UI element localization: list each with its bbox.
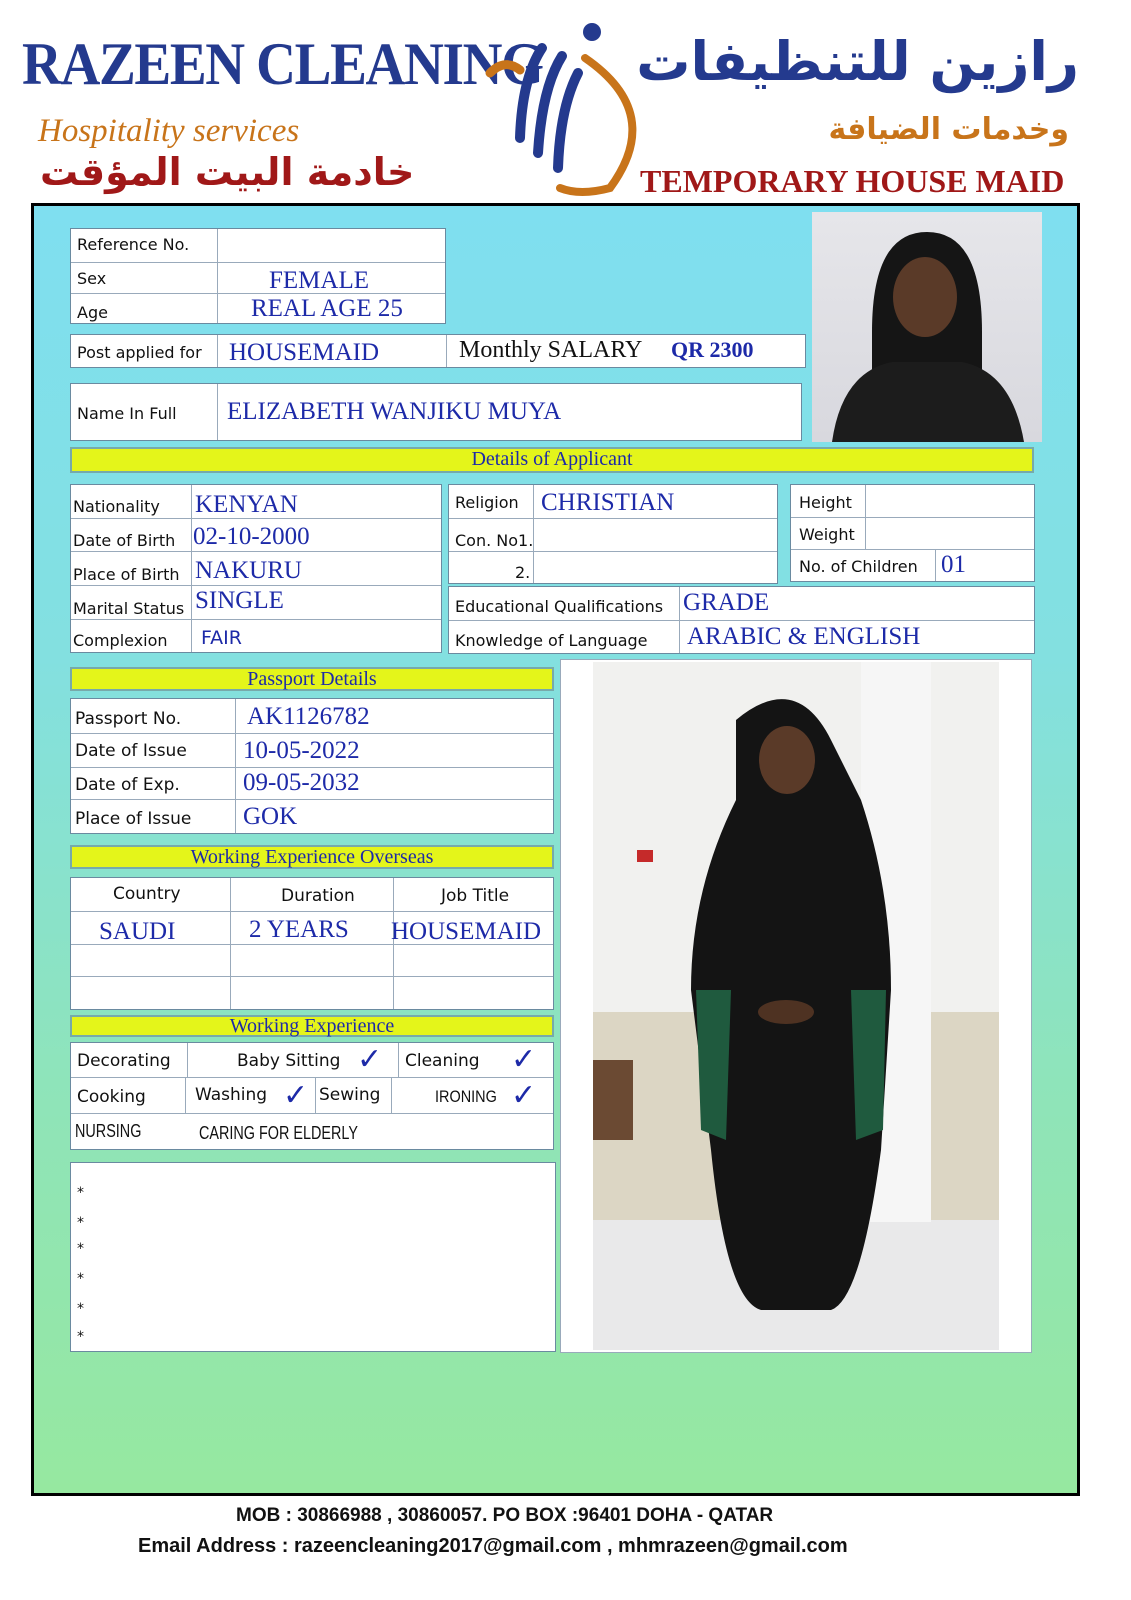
contact1-label: Con. No1. xyxy=(455,531,534,550)
issue-date-label: Date of Issue xyxy=(75,741,187,761)
height-label: Height xyxy=(799,493,852,512)
religion-label: Religion xyxy=(455,493,519,512)
passport-no-label: Passport No. xyxy=(75,709,182,729)
education-value: GRADE xyxy=(683,589,770,616)
experience-box xyxy=(70,1042,554,1150)
experience-heading: Working Experience xyxy=(70,1015,554,1037)
check-washing-icon: ✓ xyxy=(283,1078,309,1113)
complexion-label: Complexion xyxy=(73,631,168,650)
notes-box xyxy=(70,1162,556,1352)
overseas-job: HOUSEMAID xyxy=(391,918,541,945)
applicant-full-photo xyxy=(560,659,1032,1353)
tagline: TEMPORARY HOUSE MAID xyxy=(640,163,1065,199)
post-label: Post applied for xyxy=(77,343,202,362)
details-left-box xyxy=(70,484,442,653)
col-country: Country xyxy=(113,884,181,904)
brand-subtitle: Hospitality services xyxy=(38,113,300,149)
footer-contact-email: Email Address : razeencleaning2017@gmail.com , mhmrazeen@gmail.com xyxy=(138,1535,848,1557)
name-label: Name In Full xyxy=(77,404,177,423)
brand-subtitle-arabic-right: وخدمات الضيافة xyxy=(828,112,1069,147)
overseas-table xyxy=(70,877,554,1010)
place-of-issue-label: Place of Issue xyxy=(75,809,192,829)
language-label: Knowledge of Language xyxy=(455,631,648,650)
post-value: HOUSEMAID xyxy=(229,339,379,366)
ref-sex-age-box xyxy=(70,228,446,324)
note-bullet: * xyxy=(77,1241,84,1257)
skill-cleaning: Cleaning xyxy=(405,1051,480,1071)
education-label: Educational Qualifications xyxy=(455,597,664,616)
skill-cooking: Cooking xyxy=(77,1087,146,1107)
applicant-portrait-photo xyxy=(812,212,1042,442)
check-ironing-icon: ✓ xyxy=(511,1078,537,1113)
note-bullet: * xyxy=(77,1271,84,1287)
expiry-date-value: 09-05-2032 xyxy=(243,769,360,796)
note-bullet: * xyxy=(77,1329,84,1345)
religion-value: CHRISTIAN xyxy=(541,489,675,516)
language-value: ARABIC & ENGLISH xyxy=(687,623,921,650)
brand-subtitle-arabic: خادمة البيت المؤقت xyxy=(40,150,415,194)
expiry-date-label: Date of Exp. xyxy=(75,775,180,795)
passport-no-value: AK1126782 xyxy=(247,703,370,730)
salary-value: QR 2300 xyxy=(671,337,754,362)
name-value: ELIZABETH WANJIKU MUYA xyxy=(227,398,562,425)
nationality-label: Nationality xyxy=(73,497,160,516)
skill-washing: Washing xyxy=(195,1085,268,1105)
children-value: 01 xyxy=(941,551,966,578)
dob-label: Date of Birth xyxy=(73,531,176,550)
nationality-value: KENYAN xyxy=(195,491,298,518)
age-label: Age xyxy=(77,303,108,322)
marital-label: Marital Status xyxy=(73,599,185,618)
overseas-duration: 2 YEARS xyxy=(249,916,349,943)
post-salary-box xyxy=(70,334,806,368)
name-box xyxy=(70,383,802,441)
overseas-country: SAUDI xyxy=(99,918,176,945)
skill-caring-elderly: CARING FOR ELDERLY xyxy=(199,1123,358,1143)
check-baby-sitting-icon: ✓ xyxy=(357,1042,383,1077)
sex-label: Sex xyxy=(77,269,107,288)
brand-name-english: RAZEEN CLEANING xyxy=(22,31,543,97)
details-middle-box xyxy=(448,484,778,584)
skill-ironing: IRONING xyxy=(435,1087,497,1106)
pob-value: NAKURU xyxy=(195,557,302,584)
col-duration: Duration xyxy=(281,886,355,906)
issue-date-value: 10-05-2022 xyxy=(243,737,360,764)
ref-label: Reference No. xyxy=(77,235,190,254)
skill-baby-sitting: Baby Sitting xyxy=(237,1051,341,1071)
sex-value: FEMALE xyxy=(269,267,369,294)
age-value: REAL AGE 25 xyxy=(251,295,403,322)
note-bullet: * xyxy=(77,1215,84,1231)
col-job-title: Job Title xyxy=(441,886,510,906)
details-heading: Details of Applicant xyxy=(70,447,1034,473)
marital-value: SINGLE xyxy=(195,587,284,614)
company-logo xyxy=(480,18,640,203)
skill-sewing: Sewing xyxy=(319,1085,381,1105)
dob-value: 02-10-2000 xyxy=(193,523,310,550)
check-cleaning-icon: ✓ xyxy=(511,1042,537,1077)
brand-name-arabic: رازين للتنظيفات xyxy=(636,30,1079,93)
overseas-heading: Working Experience Overseas xyxy=(70,845,554,869)
complexion-value: FAIR xyxy=(201,627,242,649)
children-label: No. of Children xyxy=(799,557,918,576)
note-bullet: * xyxy=(77,1185,84,1201)
place-of-issue-value: GOK xyxy=(243,803,298,830)
note-bullet: * xyxy=(77,1301,84,1317)
details-right-box xyxy=(790,484,1035,582)
passport-heading: Passport Details xyxy=(70,667,554,691)
salary-label: Monthly SALARY xyxy=(459,337,643,363)
passport-box xyxy=(70,698,554,834)
weight-label: Weight xyxy=(799,525,855,544)
applicant-card xyxy=(31,203,1080,1496)
skill-decorating: Decorating xyxy=(77,1051,171,1071)
footer-contact-phone: MOB : 30866988 , 30860057. PO BOX :96401 DOHA - QATAR xyxy=(236,1505,774,1526)
education-language-box xyxy=(448,586,1035,654)
skill-nursing: NURSING xyxy=(75,1121,142,1141)
pob-label: Place of Birth xyxy=(73,565,180,584)
contact2-label: 2. xyxy=(515,563,531,582)
